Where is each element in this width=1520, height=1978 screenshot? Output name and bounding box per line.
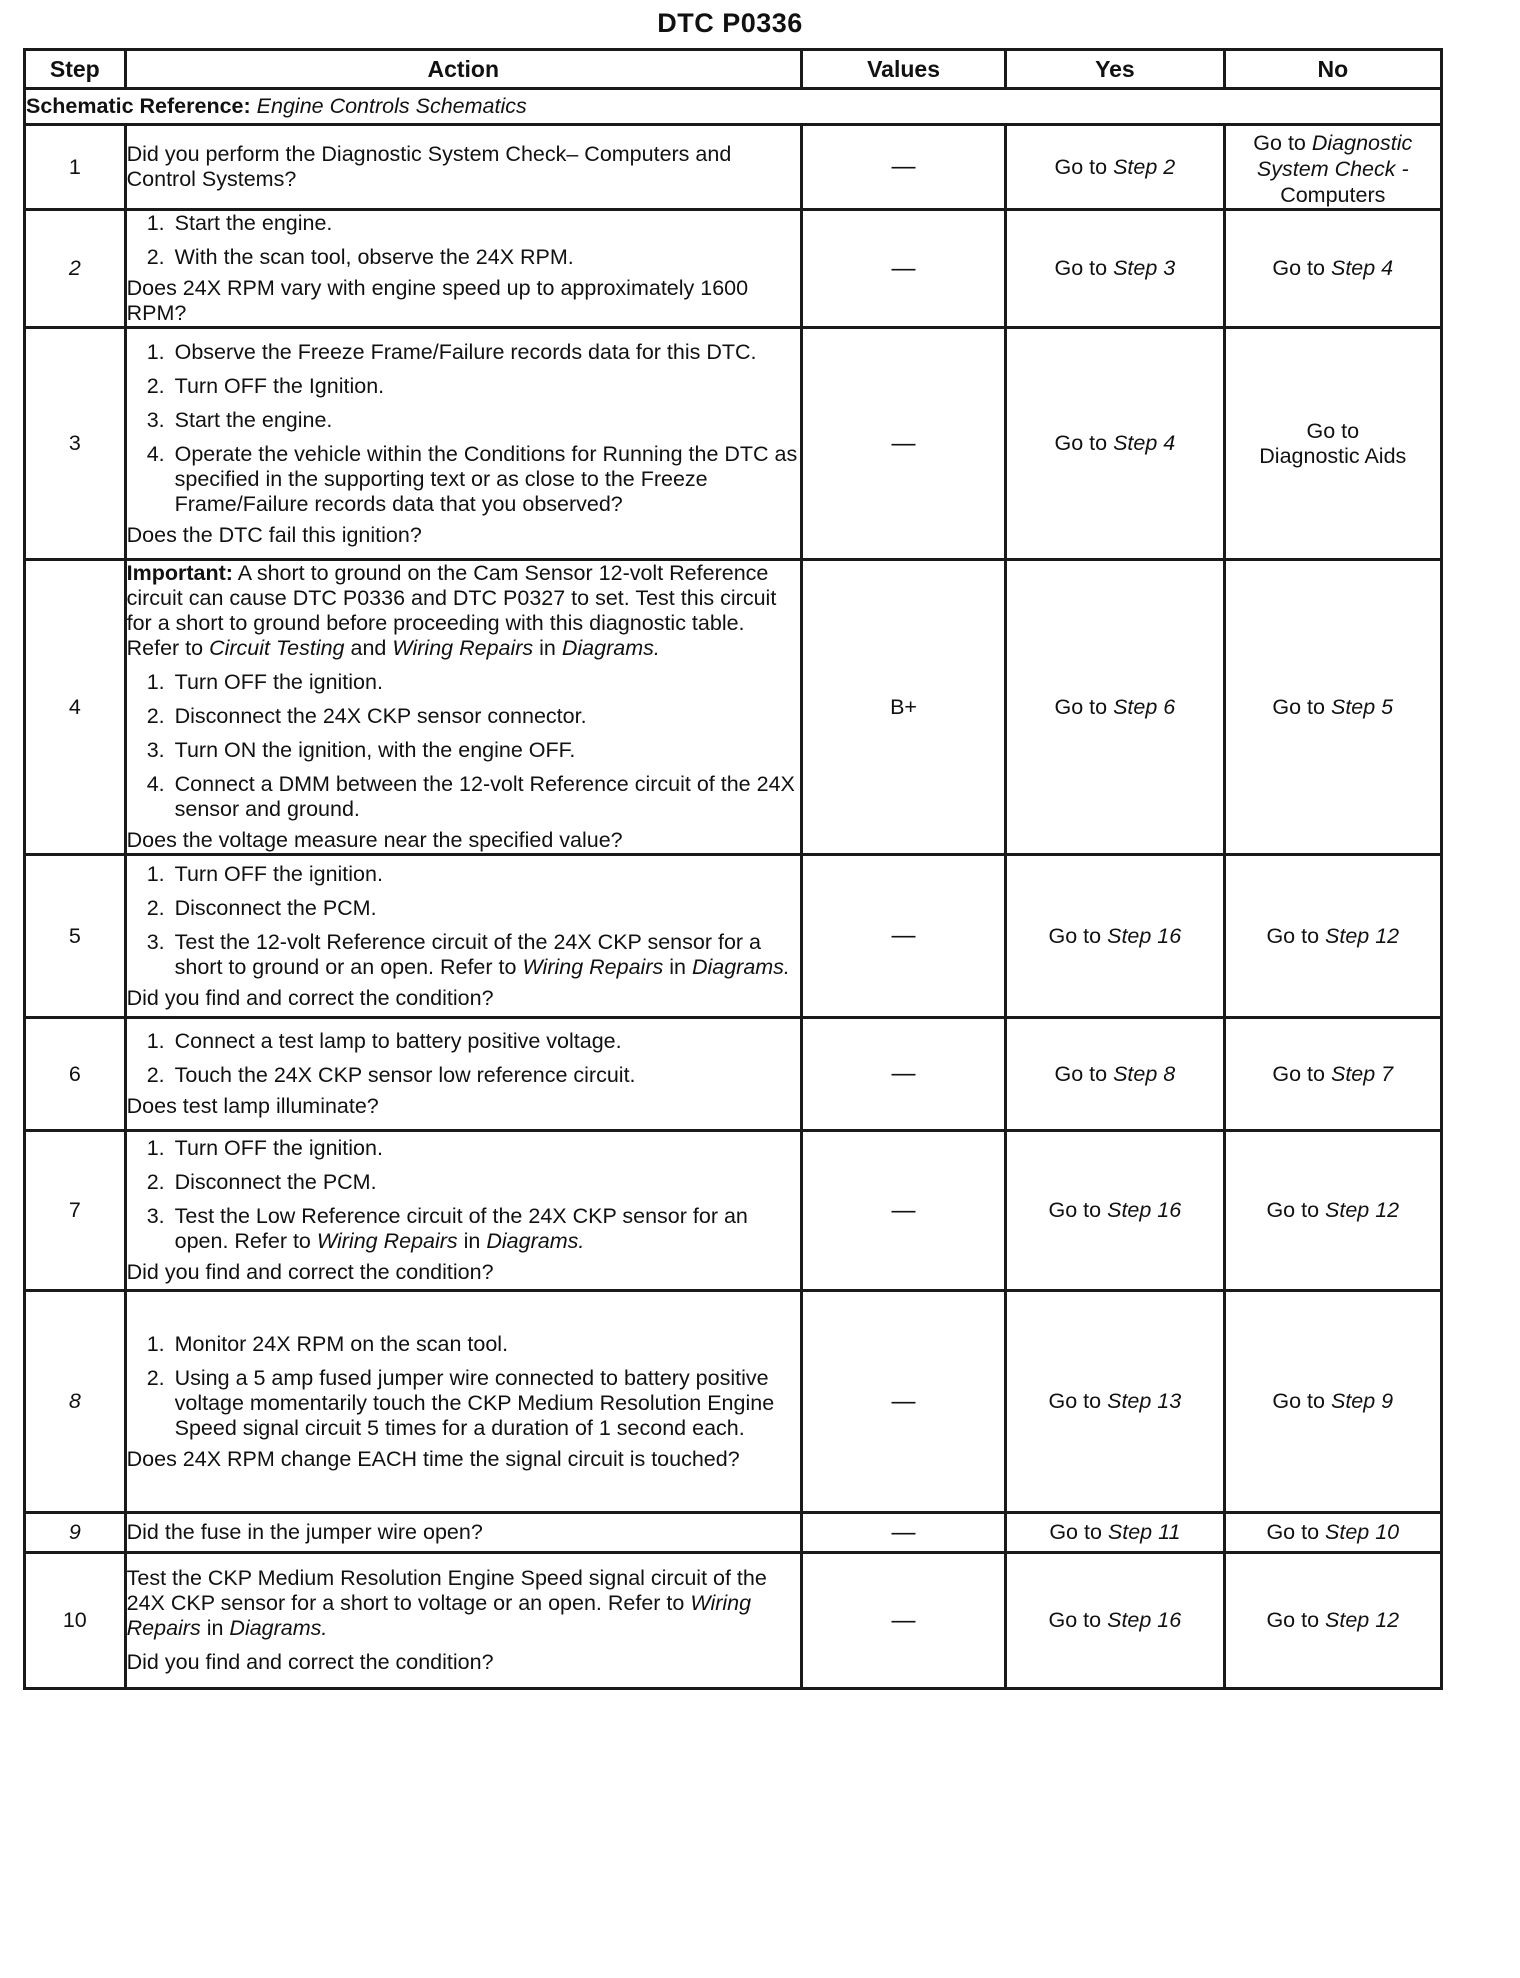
question: Did you perform the Diagnostic System Check– Computers and Control Systems? — [126, 142, 732, 191]
yes-cell[interactable]: Go to Step 16 — [1006, 1553, 1224, 1689]
table-row — [25, 125, 1442, 210]
list-item: 2. Disconnect the PCM. — [171, 896, 800, 921]
schematic-row — [25, 89, 1442, 125]
table-row — [25, 855, 1442, 1018]
procedure-list — [127, 1029, 800, 1088]
question: Did you find and correct the condition? — [126, 1650, 494, 1674]
action-cell — [125, 328, 801, 560]
header-yes: Yes — [1006, 50, 1224, 89]
action-cell — [125, 210, 801, 328]
question: Did you find and correct the condition? — [126, 1260, 494, 1284]
yes-step-link[interactable]: Step 4 — [1113, 431, 1176, 455]
list-item: 1. Connect a test lamp to battery positive voltage. — [171, 1029, 800, 1054]
list-item: 2. Turn OFF the Ignition. — [171, 374, 800, 399]
table-row — [25, 560, 1442, 855]
step-number: 8 — [25, 1291, 126, 1513]
no-cell[interactable]: Go to Diagnostic System Check - Computers — [1224, 125, 1441, 210]
yes-cell[interactable]: Go to Step 16 — [1006, 1131, 1224, 1291]
question: Did the fuse in the jumper wire open? — [126, 1520, 483, 1544]
no-step-link[interactable]: Step 12 — [1325, 1198, 1400, 1222]
step-number: 10 — [25, 1553, 126, 1689]
value-cell: — — [801, 1513, 1005, 1553]
no-diagnostic-aids-link[interactable]: Diagnostic Aids — [1259, 443, 1407, 468]
no-step-link[interactable]: Step 12 — [1325, 1608, 1400, 1632]
schematic-reference-link[interactable]: Engine Controls Schematics — [256, 94, 527, 118]
list-item: 2. Touch the 24X CKP sensor low reference circuit. — [171, 1063, 800, 1088]
procedure-list — [127, 862, 800, 980]
instruction-paragraph: Test the CKP Medium Resolution Engine Speed signal circuit of the 24X CKP sensor for a short to voltage or an open. Refer to Wiring Repairs in Diagrams. — [126, 1566, 767, 1640]
value-cell: B+ — [801, 560, 1005, 855]
yes-cell[interactable]: Go to Step 11 — [1006, 1513, 1224, 1553]
yes-cell[interactable]: Go to Step 3 — [1006, 210, 1224, 328]
no-cell[interactable]: Go to Step 12 — [1224, 1553, 1441, 1689]
header-values: Values — [801, 50, 1005, 89]
no-cell[interactable]: Go to Step 10 — [1224, 1513, 1441, 1553]
value-cell: — — [801, 1018, 1005, 1131]
list-item: 3. Test the Low Reference circuit of the 24X CKP sensor for an open. Refer to Wiring Repairs in Diagrams. — [171, 1204, 800, 1254]
procedure-list — [127, 340, 800, 517]
question: Does the DTC fail this ignition? — [126, 522, 422, 547]
value-cell: — — [801, 1131, 1005, 1291]
step-number: 3 — [25, 328, 126, 560]
yes-step-link[interactable]: Step 16 — [1107, 1608, 1182, 1632]
list-item: 2. Using a 5 amp fused jumper wire connected to battery positive voltage momentarily touch the CKP Medium Resolution Engine Speed signal circuit 5 times for a duration of 1 second each. — [171, 1366, 800, 1441]
table-row — [25, 210, 1442, 328]
header-action: Action — [125, 50, 801, 89]
list-item: 3. Start the engine. — [171, 408, 800, 433]
value-cell: — — [801, 1553, 1005, 1689]
list-item: 2. Disconnect the PCM. — [171, 1170, 800, 1195]
page-title: DTC P0336 — [657, 8, 803, 38]
list-item: 3. Test the 12-volt Reference circuit of the 24X CKP sensor for a short to ground or an open. Refer to Wiring Repairs in Diagrams. — [171, 930, 800, 980]
table-row — [25, 1018, 1442, 1131]
action-cell — [125, 1553, 801, 1689]
action-cell — [125, 560, 801, 855]
no-cell[interactable]: Go to Step 5 — [1224, 560, 1441, 855]
no-cell[interactable]: Go to Step 7 — [1224, 1018, 1441, 1131]
list-item: 4. Operate the vehicle within the Conditions for Running the DTC as specified in the supporting text or as close to the Freeze Frame/Failure records data that you observed? — [171, 442, 800, 517]
action-cell — [125, 855, 801, 1018]
header-row — [25, 50, 1442, 89]
list-item: 1. Start the engine. — [171, 211, 800, 236]
list-item: 1. Turn OFF the ignition. — [171, 670, 800, 695]
action-cell — [125, 1513, 801, 1553]
step-number: 7 — [25, 1131, 126, 1291]
action-cell — [125, 1018, 801, 1131]
action-cell — [125, 125, 801, 210]
no-step-link[interactable]: Step 9 — [1330, 1389, 1394, 1413]
no-cell[interactable]: Go to Step 12 — [1224, 855, 1441, 1018]
yes-cell[interactable]: Go to Step 13 — [1006, 1291, 1224, 1513]
table-row — [25, 1513, 1442, 1553]
list-item: 3. Turn ON the ignition, with the engine OFF. — [171, 738, 800, 763]
step-number: 9 — [25, 1513, 126, 1553]
no-step-link[interactable]: Step 10 — [1325, 1520, 1400, 1544]
list-item: 2. With the scan tool, observe the 24X RPM. — [171, 245, 800, 270]
no-step-link[interactable]: Step 5 — [1330, 694, 1394, 719]
step-number: 4 — [25, 560, 126, 855]
value-cell: — — [801, 210, 1005, 328]
step-number: 6 — [25, 1018, 126, 1131]
step-number: 5 — [25, 855, 126, 1018]
question: Does test lamp illuminate? — [126, 1094, 379, 1118]
value-cell: — — [801, 125, 1005, 210]
yes-step-link[interactable]: Step 2 — [1113, 154, 1176, 179]
no-step-link[interactable]: Step 4 — [1330, 256, 1394, 280]
no-cell[interactable]: Go to Diagnostic Aids — [1224, 328, 1441, 560]
yes-cell[interactable]: Go to Step 2 — [1006, 125, 1224, 210]
question: Does 24X RPM vary with engine speed up to approximately 1600 RPM? — [126, 276, 749, 325]
procedure-list — [127, 211, 800, 270]
no-diagnostic-link[interactable]: Diagnostic System Check - — [1256, 131, 1413, 181]
step-number: 2 — [25, 210, 126, 328]
procedure-list — [127, 1136, 800, 1254]
header-step: Step — [25, 50, 126, 89]
header-no: No — [1224, 50, 1441, 89]
value-cell: — — [801, 1291, 1005, 1513]
yes-cell[interactable]: Go to Step 6 — [1006, 560, 1224, 855]
no-cell[interactable]: Go to Step 12 — [1224, 1131, 1441, 1291]
no-step-link[interactable]: Step 12 — [1325, 923, 1400, 948]
important-note: Important: A short to ground on the Cam Sensor 12-volt Reference circuit can cause DTC P0336 and DTC P0327 to set. Test this circuit for a short to ground before proceeding with this diagnostic table. Refer to Circuit Testing and Wiring Repairs in Diagrams. — [126, 561, 777, 660]
value-cell: — — [801, 855, 1005, 1018]
table-row — [25, 1131, 1442, 1291]
procedure-list — [127, 1332, 800, 1441]
question: Does 24X RPM change EACH time the signal circuit is touched? — [126, 1446, 740, 1471]
no-cell[interactable]: Go to Step 4 — [1224, 210, 1441, 328]
table-row — [25, 328, 1442, 560]
list-item: 1. Observe the Freeze Frame/Failure records data for this DTC. — [171, 340, 800, 365]
yes-step-link[interactable]: Step 16 — [1107, 923, 1182, 948]
list-item: 1. Turn OFF the ignition. — [171, 1136, 800, 1161]
procedure-list — [127, 670, 800, 822]
action-cell — [125, 1131, 801, 1291]
yes-cell[interactable]: Go to Step 4 — [1006, 328, 1224, 560]
action-cell — [125, 1291, 801, 1513]
list-item: 2. Disconnect the 24X CKP sensor connector. — [171, 704, 800, 729]
yes-step-link[interactable]: Step 16 — [1107, 1198, 1182, 1222]
table-row — [25, 1553, 1442, 1689]
list-item: 4. Connect a DMM between the 12-volt Reference circuit of the 24X sensor and ground. — [171, 772, 800, 822]
step-number: 1 — [25, 125, 126, 210]
schematic-label: Schematic Reference: — [26, 94, 251, 118]
value-cell: — — [801, 328, 1005, 560]
no-step-link[interactable]: Step 7 — [1330, 1061, 1394, 1086]
question: Did you find and correct the condition? — [126, 985, 494, 1010]
list-item: 1. Turn OFF the ignition. — [171, 862, 800, 887]
question: Does the voltage measure near the specified value? — [126, 828, 623, 852]
yes-step-link[interactable]: Step 3 — [1113, 256, 1176, 280]
yes-cell[interactable]: Go to Step 8 — [1006, 1018, 1224, 1131]
dtc-table — [23, 48, 1443, 1690]
yes-step-link[interactable]: Step 8 — [1113, 1061, 1176, 1086]
yes-cell[interactable]: Go to Step 16 — [1006, 855, 1224, 1018]
no-cell[interactable]: Go to Step 9 — [1224, 1291, 1441, 1513]
yes-step-link[interactable]: Step 11 — [1107, 1520, 1181, 1544]
yes-step-link[interactable]: Step 13 — [1107, 1389, 1182, 1413]
list-item: 1. Monitor 24X RPM on the scan tool. — [171, 1332, 800, 1357]
table-row — [25, 1291, 1442, 1513]
yes-step-link[interactable]: Step 6 — [1113, 694, 1176, 719]
